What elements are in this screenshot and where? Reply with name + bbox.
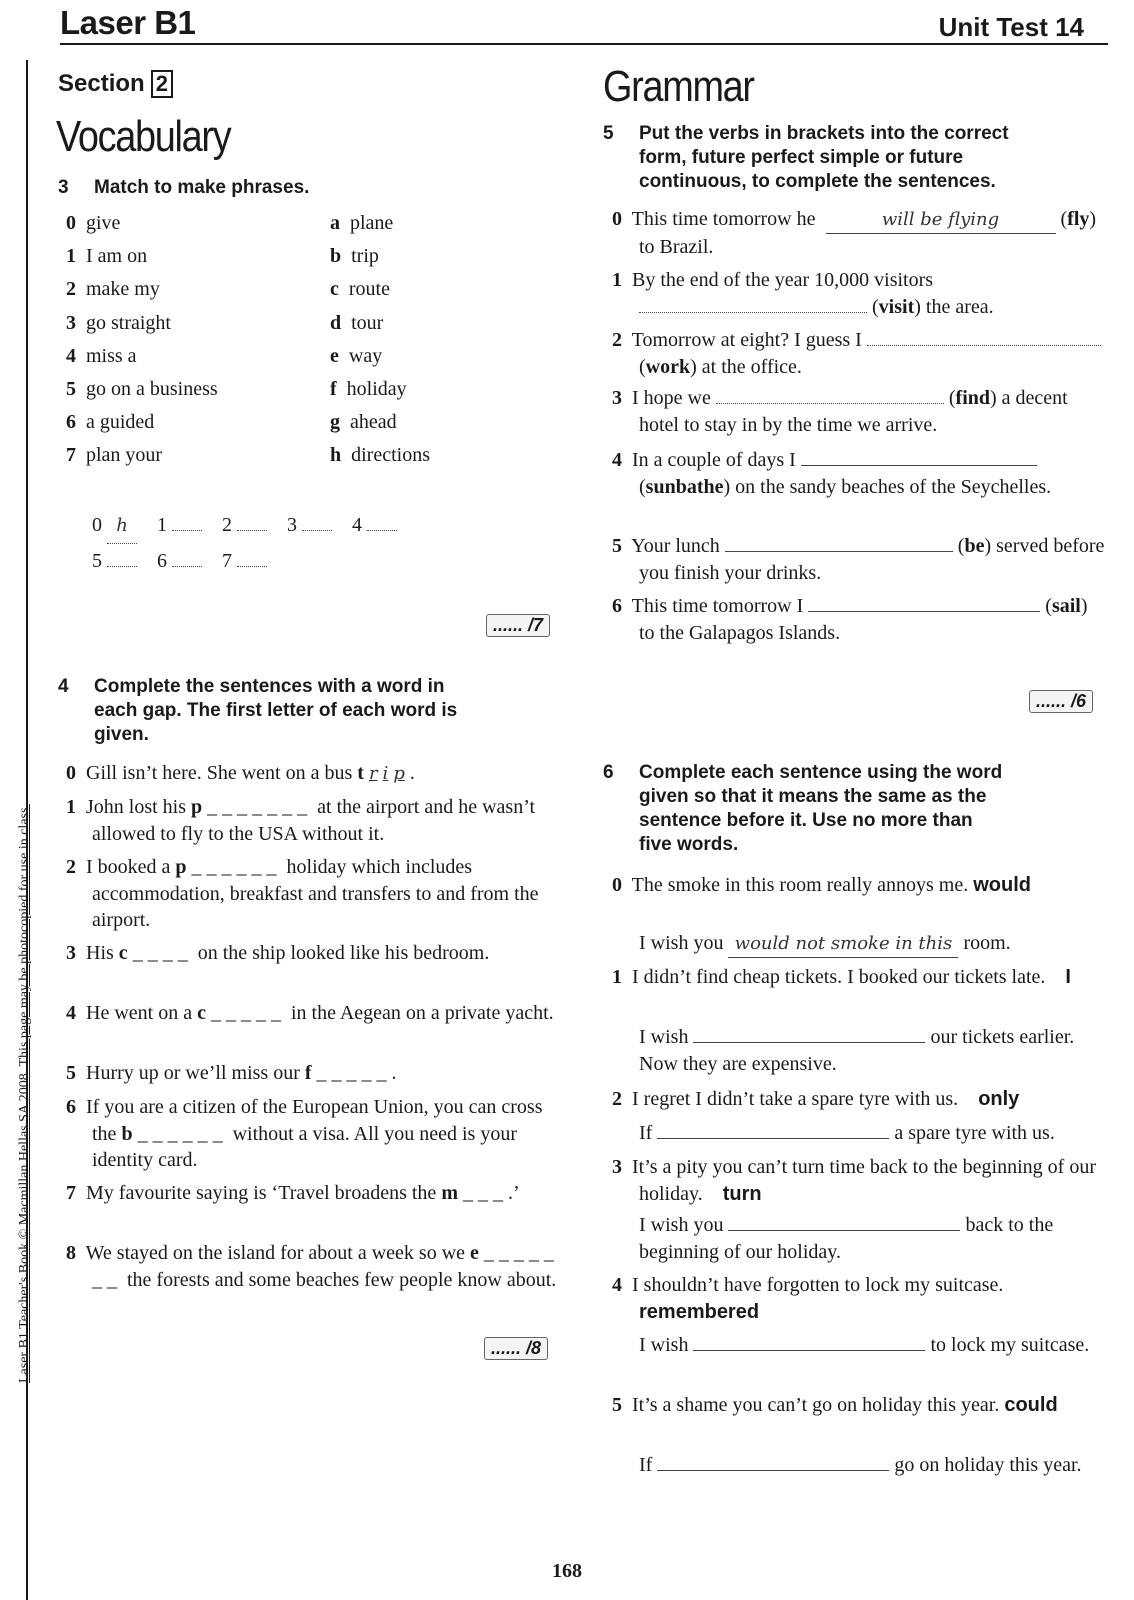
ex3-instruction [58,176,558,200]
list-item: 3 go straight [66,311,171,334]
ex5-item-0: 0 This time tomorrow he will be flying (fly) to Brazil. [612,208,1097,258]
answer-blank[interactable] [657,1138,889,1139]
ex6-item-2-answer: If a spare tyre with us. [639,1122,1055,1144]
ex6-item-0-answer: I wish you would not smoke in this room. [612,930,1108,964]
ex6-example-answer: would not smoke in this [728,930,958,958]
answer-blank[interactable] [172,566,202,567]
answer-row: 5 6 7 [92,544,397,578]
answer-blank[interactable] [693,1042,925,1043]
unit-title: Unit Test 14 [938,12,1084,42]
list-item: g ahead [330,411,397,434]
header-rule [60,43,1108,45]
answer-blank[interactable] [808,611,1040,612]
ex5-item-3: 3 I hope we (find) a decent hotel to stay in by the time we arrive. [612,387,1068,436]
ex6-number: 6 [603,762,614,783]
instruction-line: Put the verbs in brackets into the correct [639,123,1009,144]
ex6-item-5: 5 It’s a shame you can’t go on holiday this year. could [612,1394,1058,1416]
answer-blank[interactable] [639,312,867,313]
ex3-text: Match to make phrases. [94,177,310,198]
list-item: 0 give [66,212,121,234]
answer-blank[interactable] [237,530,267,531]
list-item: e way [330,344,383,367]
answer-blank[interactable] [801,465,1037,466]
list-item: 7 plan your [66,444,163,467]
ex4-score-box: ...... /8 [484,1337,548,1360]
ex4-item-1: 1 John lost his p _ _ _ _ _ _ _ at the airport and he wasn’t allowed to fly to the USA without it. [66,796,536,845]
copyright-notice [17,804,33,1383]
ex6-item-4-answer: I wish to lock my suitcase. [639,1334,1090,1356]
ex5-item-5: 5 Your lunch (be) served before you finish your drinks. [612,535,1105,584]
ex5-score-box: ...... /6 [1029,690,1093,713]
ex5-item-2: 2 Tomorrow at eight? I guess I (work) at the office. [612,327,1108,385]
ex4-item-4: 4 He went on a c _ _ _ _ _ in the Aegean on a private yacht. [66,1002,554,1024]
list-item: b trip [330,245,379,268]
list-item: c route [330,278,390,301]
ex6-text [639,761,1002,857]
ex3-left-list [66,210,326,476]
answer-blank[interactable] [172,530,202,531]
answer-blank[interactable] [725,551,953,552]
list-item: 4 miss a [66,344,137,367]
instruction-line: sentence before it. Use no more than [639,810,973,831]
list-item: h directions [330,444,430,467]
ex5-example-answer: will be flying [826,206,1056,234]
ex4-item-3: 3 His c _ _ _ _ on the ship looked like his bedroom. [66,942,490,964]
answer-blank[interactable] [657,1470,889,1471]
list-item: f holiday [330,377,407,400]
ex3-right-list [330,210,550,476]
list-item: 5 go on a business [66,377,218,400]
section-label: Section [58,70,145,97]
ex6-instruction [603,761,1108,857]
ex5-item-4: 4 In a couple of days I (sunbathe) on the sandy beaches of the Seychelles. [612,449,1052,498]
ex6-item-5-answer: If go on holiday this year. [639,1454,1082,1476]
answer-blank[interactable] [716,403,944,404]
section-heading [58,70,173,98]
ex4-item-6: 6 If you are a citizen of the European Union, you can cross the b _ _ _ _ _ _ without a visa. All you need is your identity card. [66,1096,543,1171]
page-number: 168 [552,1560,582,1582]
ex5-item-1: 1 By the end of the year 10,000 visitors (visit) the area. [612,269,994,318]
ex6-item-0: 0 The smoke in this room really annoys me. would [612,874,1032,896]
answer-blank[interactable] [693,1350,925,1351]
ex3-score-box: ...... /7 [486,614,550,637]
ex4-number: 4 [58,676,69,697]
instruction-line: five words. [639,834,739,855]
ex6-item-1: 1 I didn’t find cheap tickets. I booked our tickets late. I [612,966,1071,988]
ex5-sentences [612,206,1108,653]
list-item: 6 a guided [66,411,155,434]
instruction-line: form, future perfect simple or future [639,147,964,168]
section-number: 2 [151,70,173,98]
answer-row: 0 h 1 2 3 4 [92,508,397,544]
ex6-item-4: 4 I shouldn’t have forgotten to lock my suitcase. remembered [612,1274,1004,1323]
instruction-line: given. [94,724,149,745]
list-item: 1 I am on [66,245,148,268]
instruction-line: given so that it means the same as the [639,786,987,807]
list-item: a plane [330,212,394,234]
book-title: Laser B1 [60,4,196,41]
ex6-sentences [612,872,1108,1486]
answer-blank[interactable] [237,566,267,567]
ex4-text [94,675,457,747]
ex3-number: 3 [58,177,69,198]
ex5-text [639,122,1009,194]
ex4-sentences [66,760,566,1326]
photocopy-notice: This page may be photocopied for use in class. [17,804,32,1067]
list-item: d tour [330,311,384,334]
ex5-item-6: 6 This time tomorrow I (sail) to the Galapagos Islands. [612,595,1088,644]
grammar-title: Grammar [603,62,754,111]
ex5-number: 5 [603,123,614,144]
ex4-item-0: 0 Gill isn’t here. She went on a bus t r i p . [66,762,415,784]
vocabulary-title: Vocabulary [56,112,231,161]
answer-blank[interactable] [867,345,1101,346]
answer-blank[interactable] [302,530,332,531]
ex3-answer-grid [92,508,397,578]
ex6-item-3-answer: I wish you back to the beginning of our holiday. [639,1214,1054,1263]
ex6-item-3: 3 It’s a pity you can’t turn time back to the beginning of our holiday. turn [612,1156,1096,1205]
ex5-instruction [603,122,1108,194]
instruction-line: Complete the sentences with a word in [94,676,445,697]
ex4-item-7: 7 My favourite saying is ‘Travel broadens the m _ _ _ .’ [66,1182,520,1204]
ex4-item-2: 2 I booked a p _ _ _ _ _ _ holiday which includes accommodation, breakfast and transfers to and from the airport. [66,856,539,931]
instruction-line: each gap. The first letter of each word is [94,700,458,721]
ex6-item-1-answer: I wish our tickets earlier. Now they are expensive. [639,1026,1075,1075]
answer-blank[interactable]: h [107,509,137,544]
answer-blank[interactable] [367,530,397,531]
instruction-line: continuous, to complete the sentences. [639,171,996,192]
ex4-instruction [58,675,578,747]
ex6-item-2: 2 I regret I didn’t take a spare tyre with us. only [612,1088,1020,1110]
ex4-item-5: 5 Hurry up or we’ll miss our f _ _ _ _ _ . [66,1062,397,1084]
answer-blank[interactable] [728,1230,960,1231]
instruction-line: Complete each sentence using the word [639,762,1003,783]
list-item: 2 make my [66,278,160,301]
answer-blank[interactable] [107,566,137,567]
copyright-prefix: Laser B1 Teacher's Book © Macmillan Hellas SA 2008. [17,1066,32,1383]
ex4-item-8: 8 We stayed on the island for about a week so we e _ _ _ _ _ _ _ the forests and some beaches few people know about. [66,1242,557,1291]
